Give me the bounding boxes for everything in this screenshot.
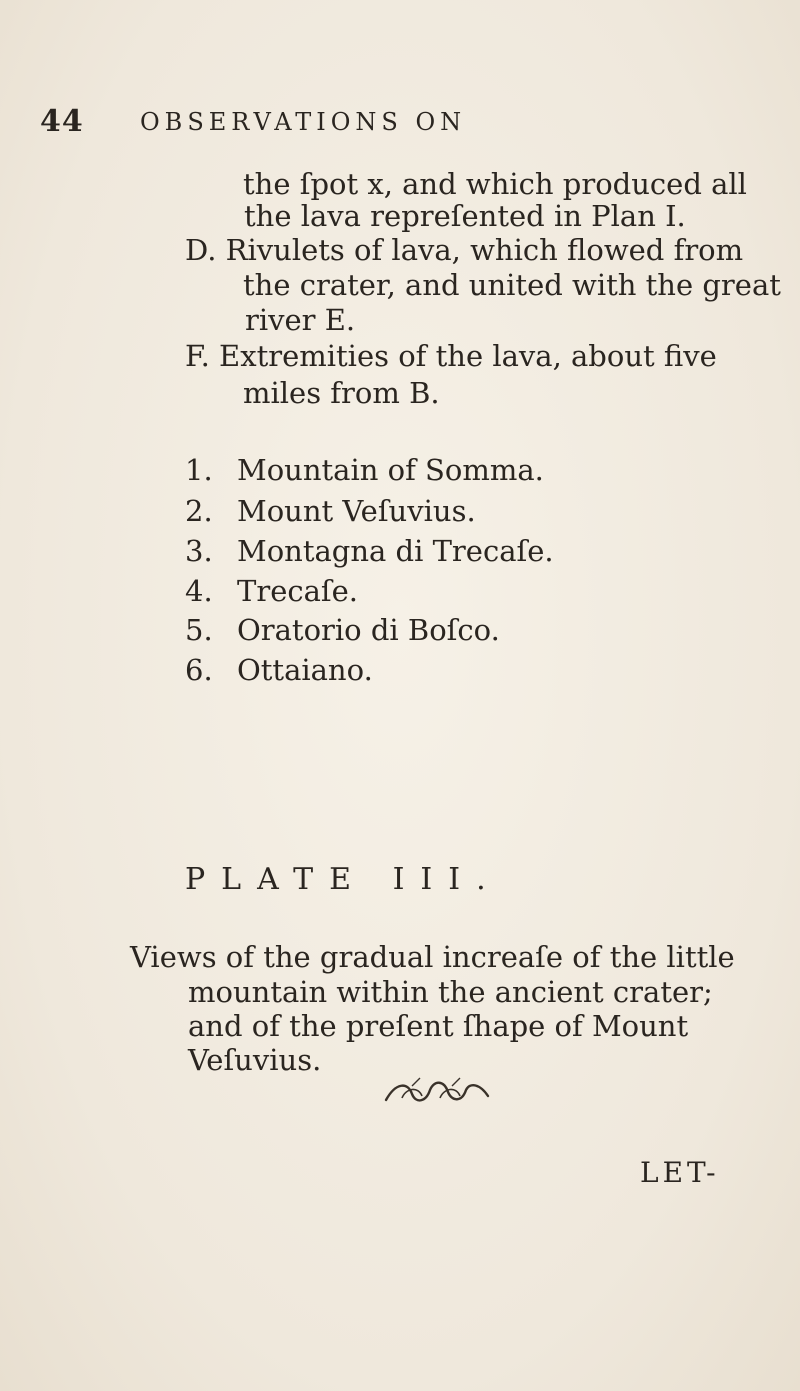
legend-text: Trecaſe. [237,574,359,608]
legend-text: the lava repreſented in Plan I. [244,199,686,233]
legend-text: Mount Veſuvius. [237,494,476,528]
legend-text: Rivulets of lava, which flowed from [225,233,744,267]
legend-item [185,339,717,373]
legend-item [185,613,500,647]
legend-key: D. [185,233,217,267]
legend-key: 2. [185,494,213,528]
legend-key: 5. [185,613,213,647]
legend-line [245,303,356,337]
legend-key: 6. [185,653,213,687]
legend-item [185,534,554,568]
catchword: LET- [640,1156,720,1189]
legend-key: F. [185,339,210,373]
plate-heading: PLATE III. [185,862,502,897]
legend-text: Mountain of Somma. [237,453,544,487]
legend-item [185,453,544,487]
legend-text: Extremities of the lava, about five [219,339,717,373]
legend-item [185,574,359,608]
legend-text: miles from B. [243,376,440,410]
description-line: Veſuvius. [188,1043,322,1077]
description-line: and of the preſent ſhape of Mount [188,1009,689,1043]
legend-line [243,268,781,302]
legend-text: Oratorio di Boſco. [237,613,500,647]
page-header [40,104,760,144]
legend-line [243,167,747,201]
running-title: OBSERVATIONS ON [140,108,467,136]
legend-text: river E. [245,303,356,337]
legend-item [185,653,373,687]
legend-text: the ſpot x, and which produced all [243,167,747,201]
description-line: Views of the gradual increaſe of the little [130,940,735,974]
legend-line [243,376,440,410]
legend-item [185,233,744,267]
scroll-flourish-icon [382,1072,492,1112]
legend-text: Ottaiano. [237,653,373,687]
legend-key: 1. [185,453,213,487]
legend-item [185,494,476,528]
legend-key: 3. [185,534,213,568]
legend-line [244,199,686,233]
page-number: 44 [40,104,84,139]
legend-key: 4. [185,574,213,608]
legend-text: the crater, and united with the great [243,268,781,302]
legend-text: Montagna di Trecaſe. [237,534,554,568]
description-line: mountain within the ancient crater; [188,975,713,1009]
